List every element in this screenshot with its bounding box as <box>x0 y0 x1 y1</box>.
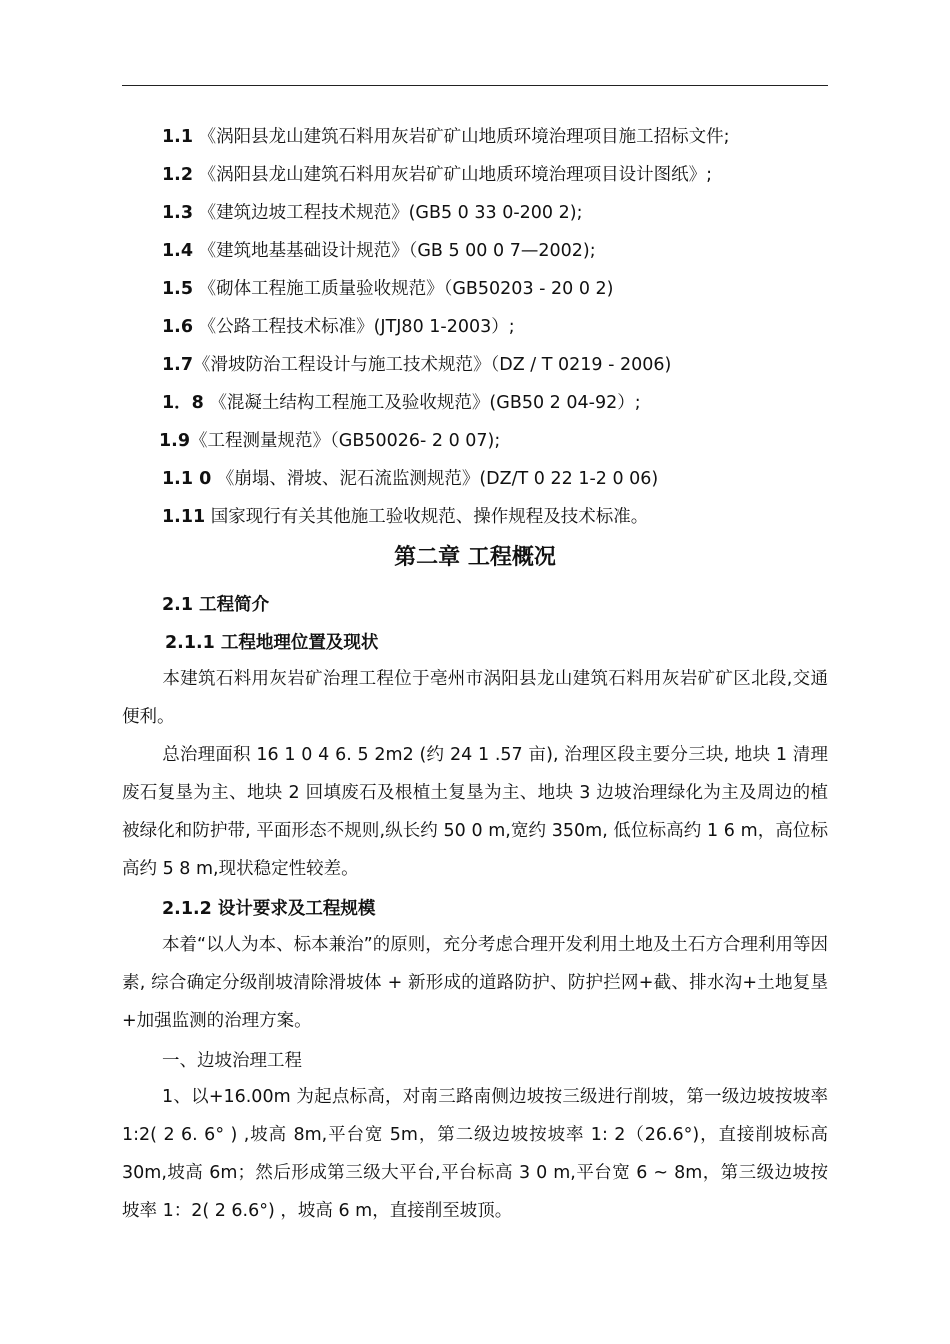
chapter-title: 第二章 工程概况 <box>394 545 556 570</box>
paragraph-design: 本着“以人为本、标本兼治”的原则，充分考虑合理开发利用土地及土石方合理利用等因素, 综合确定分级削坡清除滑坡体 + 新形成的道路防护、防护拦网+截、排水沟+土地复垦+加强监测的治理方案。 <box>122 935 828 1031</box>
ref-item-1-4: 1.4 《建筑地基基础设计规范》（GB 5 00 0 7—2002); <box>162 241 596 261</box>
ref-item-1-6: 1.6 《公路工程技术标准》(JTJ80 1-2003）; <box>162 317 515 337</box>
section-heading-2-1-1: 2.1.1 工程地理位置及现状 <box>165 633 379 653</box>
ref-item-1-11: 1.11 国家现行有关其他施工验收规范、操作规程及技术标准。 <box>162 507 649 527</box>
section-heading-2-1: 2.1 工程简介 <box>162 595 270 615</box>
header-rule <box>122 85 828 86</box>
ref-item-1-10: 1.1 0 《崩塌、滑坡、泥石流监测规范》(DZ/T 0 22 1-2 0 06) <box>162 469 659 489</box>
list-heading-slope: 一、边坡治理工程 <box>162 1051 302 1071</box>
ref-item-1-5: 1.5 《砌体工程施工质量验收规范》（GB50203 - 20 0 2) <box>162 279 614 299</box>
paragraph-area: 总治理面积 16 1 0 4 6. 5 2m2 (约 24 1 .57 亩), 治理区段主要分三块, 地块 1 清理废石复垦为主、地块 2 回填废石及根植土复垦为主、地块 3 边坡治理绿化为主及周边的植被绿化和防护带, 平面形态不规则,纵长约 50 0 m,宽约 350m, 低位标高约 1 6 m，高位标高约 5 8 m,现状稳定性较差。 <box>122 745 828 879</box>
ref-item-1-1: 1.1 《涡阳县龙山建筑石料用灰岩矿矿山地质环境治理项目施工招标文件; <box>162 127 730 147</box>
paragraph-location: 本建筑石料用灰岩矿治理工程位于亳州市涡阳县龙山建筑石料用灰岩矿矿区北段,交通便利。 <box>122 669 828 727</box>
ref-item-1-8: 1．8 《混凝土结构工程施工及验收规范》(GB50 2 04-92）; <box>162 393 641 413</box>
paragraph-slope: 1、以+16.00m 为起点标高，对南三路南侧边坡按三级进行削坡，第一级边坡按坡率 1:2( 2 6. 6° ) ,坡高 8m,平台宽 5m，第二级边坡按坡率 1: 2（26.6°)，直接削坡标高 30m,坡高 6m；然后形成第三级大平台,平台标高 3 0 m,平台宽 6 ~ 8m，第三级边坡按坡率 1：2( 2 6.6°) ，坡高 6 m，直接削至坡顶。 <box>122 1087 828 1221</box>
ref-item-1-3: 1.3 《建筑边坡工程技术规范》(GB5 0 33 0-200 2); <box>162 203 583 223</box>
section-heading-2-1-2: 2.1.2 设计要求及工程规模 <box>162 899 376 919</box>
ref-item-1-9: 1.9《工程测量规范》（GB50026- 2 0 07); <box>159 431 501 451</box>
ref-item-1-7: 1.7《滑坡防治工程设计与施工技术规范》（DZ / T 0219 - 2006) <box>162 355 672 375</box>
ref-item-1-2: 1.2 《涡阳县龙山建筑石料用灰岩矿矿山地质环境治理项目设计图纸》; <box>162 165 712 185</box>
